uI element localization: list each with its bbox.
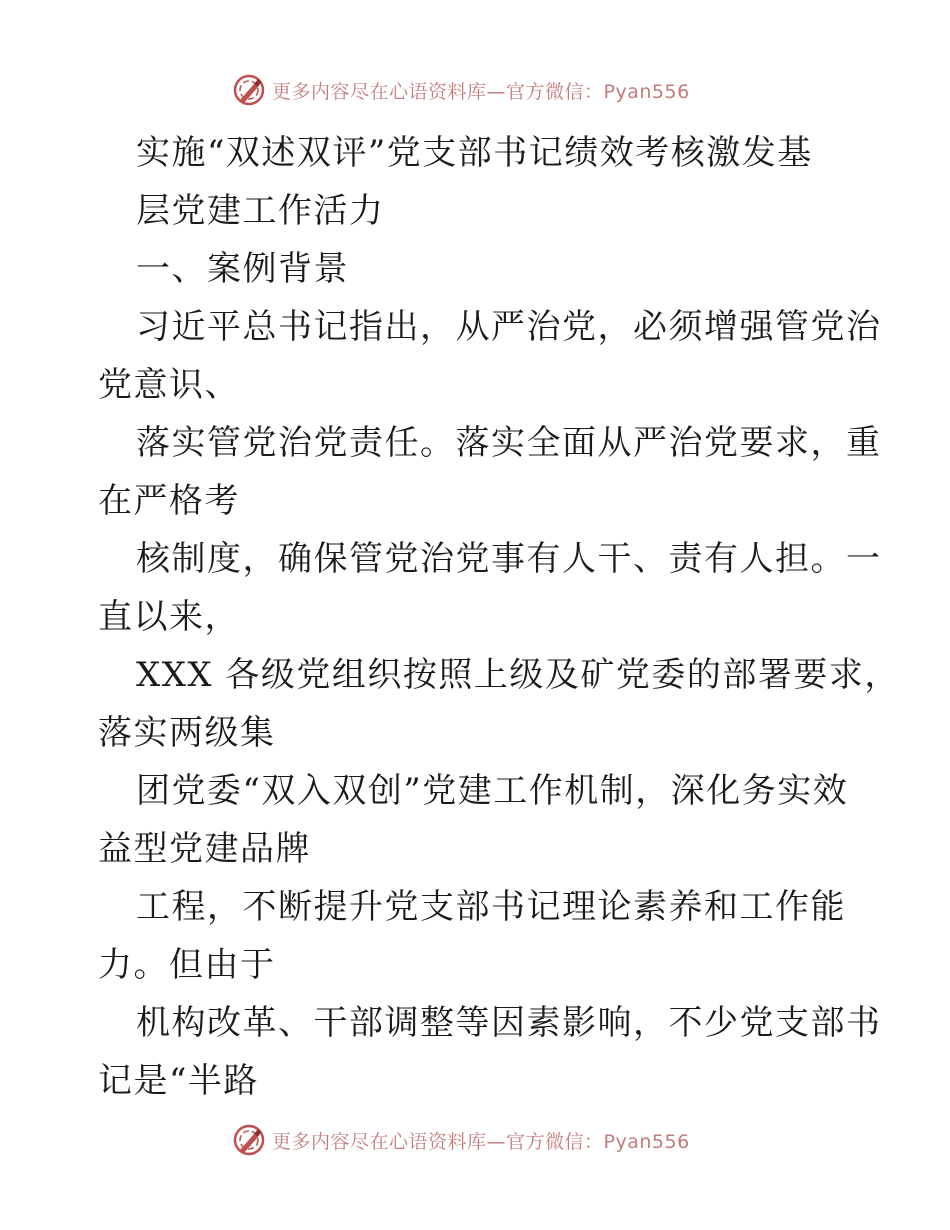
pen-logo-icon bbox=[232, 1123, 266, 1157]
paragraph-line: XXX 各级党组织按照上级及矿党委的部署要求， bbox=[136, 655, 900, 695]
footer-watermark bbox=[232, 1122, 690, 1158]
paragraph-line: 直以来， bbox=[98, 597, 240, 637]
header-watermark bbox=[232, 72, 690, 108]
paragraph-line: 落实管党治党责任。落实全面从严治党要求，重 bbox=[136, 423, 882, 463]
paragraph-line: 团党委“双入双创”党建工作机制，深化务实效 bbox=[136, 771, 849, 811]
paragraph-line: 党意识、 bbox=[98, 365, 240, 405]
paragraph-line: 核制度，确保管党治党事有人干、责有人担。一 bbox=[136, 539, 882, 579]
paragraph-line: 习近平总书记指出，从严治党，必须增强管党治 bbox=[136, 307, 882, 347]
watermark-text: 更多内容尽在心语资料库—官方微信：Pyan556 bbox=[272, 80, 690, 103]
paragraph-line: 力。但由于 bbox=[98, 945, 276, 985]
paragraph-line: 益型党建品牌 bbox=[98, 829, 311, 869]
paragraph-line: 层党建工作活力 bbox=[136, 191, 385, 231]
paragraph-line: 机构改革、干部调整等因素影响，不少党支部书 bbox=[136, 1003, 882, 1043]
paragraph-line: 落实两级集 bbox=[98, 713, 276, 753]
paragraph-line: 实施“双述双评”党支部书记绩效考核激发基 bbox=[136, 133, 813, 173]
paragraph-line: 一、案例背景 bbox=[136, 249, 349, 289]
paragraph-line: 在严格考 bbox=[98, 481, 240, 521]
watermark-text: 更多内容尽在心语资料库—官方微信：Pyan556 bbox=[272, 1130, 690, 1153]
document-body bbox=[98, 124, 900, 1110]
pen-logo-icon bbox=[232, 73, 266, 107]
paragraph-line: 记是“半路 bbox=[98, 1061, 259, 1101]
paragraph-line: 工程，不断提升党支部书记理论素养和工作能 bbox=[136, 887, 846, 927]
